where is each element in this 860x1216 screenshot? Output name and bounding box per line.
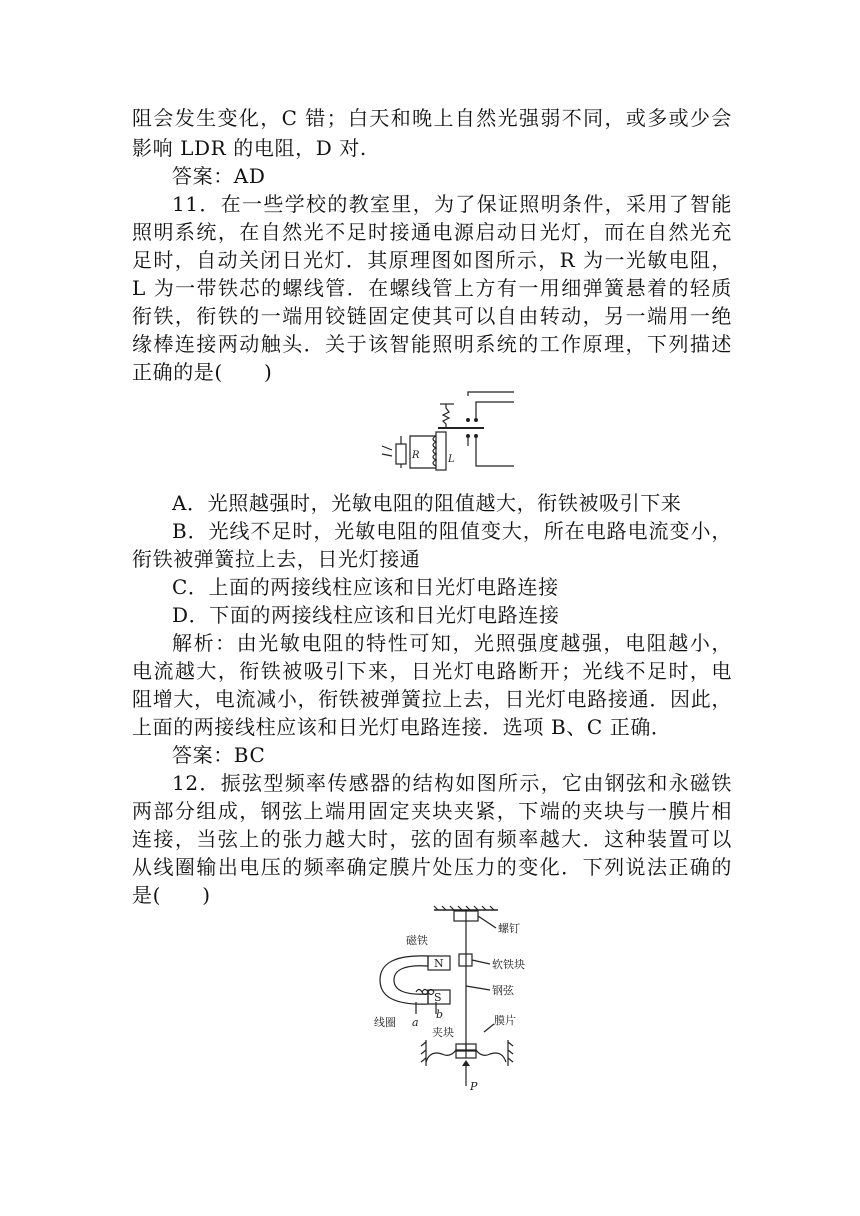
text-line: 从线圈输出电压的频率确定膜片处压力的变化．下列说法正确的: [132, 855, 732, 879]
screw-leader: [478, 916, 496, 928]
label-R: R: [412, 450, 420, 461]
option-d: D．下面的两接线柱应该和日光灯电路连接: [172, 603, 560, 627]
label-clamp: 夹块: [432, 1026, 454, 1039]
text-line: 影响 LDR 的电阻，D 对.: [132, 136, 367, 160]
label-L: L: [448, 454, 455, 465]
horseshoe-magnet: [380, 956, 428, 1004]
text-line: 衔铁，衔铁的一端用铰链固定使其可以自由转动，另一端用一绝: [132, 304, 732, 328]
option-c: C．上面的两接线柱应该和日光灯电路连接: [172, 575, 559, 599]
label-magnet: 磁铁: [406, 934, 428, 947]
answer-label: 答案：AD: [172, 164, 266, 188]
text-line: 缘棒连接两动触头．关于该智能照明系统的工作原理，下列描述: [132, 332, 732, 356]
text-line: 正确的是( ): [132, 360, 273, 384]
label-n: N: [434, 957, 444, 970]
text-line: 两部分组成，钢弦上端用固定夹块夹紧，下端的夹块与一膜片相: [132, 799, 732, 823]
text-line: 照明系统，在自然光不足时接通电源启动日光灯，而在自然光充: [132, 220, 732, 244]
contact: [466, 434, 470, 438]
option-b: B．光线不足时，光敏电阻的阻值变大，所在电路电流变小，: [172, 519, 732, 543]
text-line: 是( ): [132, 883, 211, 907]
lower-lamp-wire: [476, 434, 514, 466]
iron-core: [436, 432, 446, 470]
circuit-diagram: [380, 388, 520, 478]
contact: [474, 418, 478, 422]
upper-lamp-wire: [468, 392, 514, 396]
label-screw: 螺钉: [498, 922, 520, 935]
text-line: 阻增大，电流减小，衔铁被弹簧拉上去，日光灯电路接通．因此，: [132, 687, 732, 711]
answer-label: 答案：BC: [172, 743, 266, 767]
contact: [474, 434, 478, 438]
option-a: A．光照越强时，光敏电阻的阻值越大，衔铁被吸引下来: [172, 491, 682, 515]
spring: [443, 404, 449, 428]
label-a: a: [412, 1016, 419, 1029]
text-line: 上面的两接线柱应该和日光灯电路连接．选项 B、C 正确．: [132, 715, 672, 739]
label-b: b: [436, 1008, 444, 1021]
text-line: 衔铁被弹簧拉上去，日光灯接通: [132, 547, 421, 571]
text-line: 连接，当弦上的张力越大时，弦的固有频率越大．这种装置可以: [132, 827, 732, 851]
photoresistor-R: [396, 444, 406, 464]
label-string: 钢弦: [492, 984, 514, 997]
analysis: 解析：由光敏电阻的特性可知，光照强度越强，电阻越小，: [172, 631, 732, 655]
contact: [466, 418, 470, 422]
question-12: 12．振弦型频率传感器的结构如图所示，它由钢弦和永磁铁: [172, 771, 732, 795]
sensor-diagram: [370, 902, 530, 1092]
label-s: S: [434, 991, 442, 1004]
text-line: 阻会发生变化，C 错；白天和晚上自然光强弱不同，或多或少会: [132, 106, 732, 130]
question-11: 11．在一些学校的教室里，为了保证照明条件，采用了智能: [172, 192, 732, 216]
text-line: 足时，自动关闭日光灯．其原理图如图所示，R 为一光敏电阻，: [132, 248, 732, 272]
label-iron: 软铁块: [492, 958, 525, 971]
label-film: 膜片: [494, 1014, 516, 1027]
text-line: L 为一带铁芯的螺线管．在螺线管上方有一用细弹簧悬着的轻质: [132, 276, 732, 300]
text-line: 电流越大，衔铁被吸引下来，日光灯电路断开；光线不足时，电: [132, 659, 732, 683]
label-coil: 线圈: [374, 1016, 396, 1029]
label-p: P: [470, 1080, 478, 1092]
